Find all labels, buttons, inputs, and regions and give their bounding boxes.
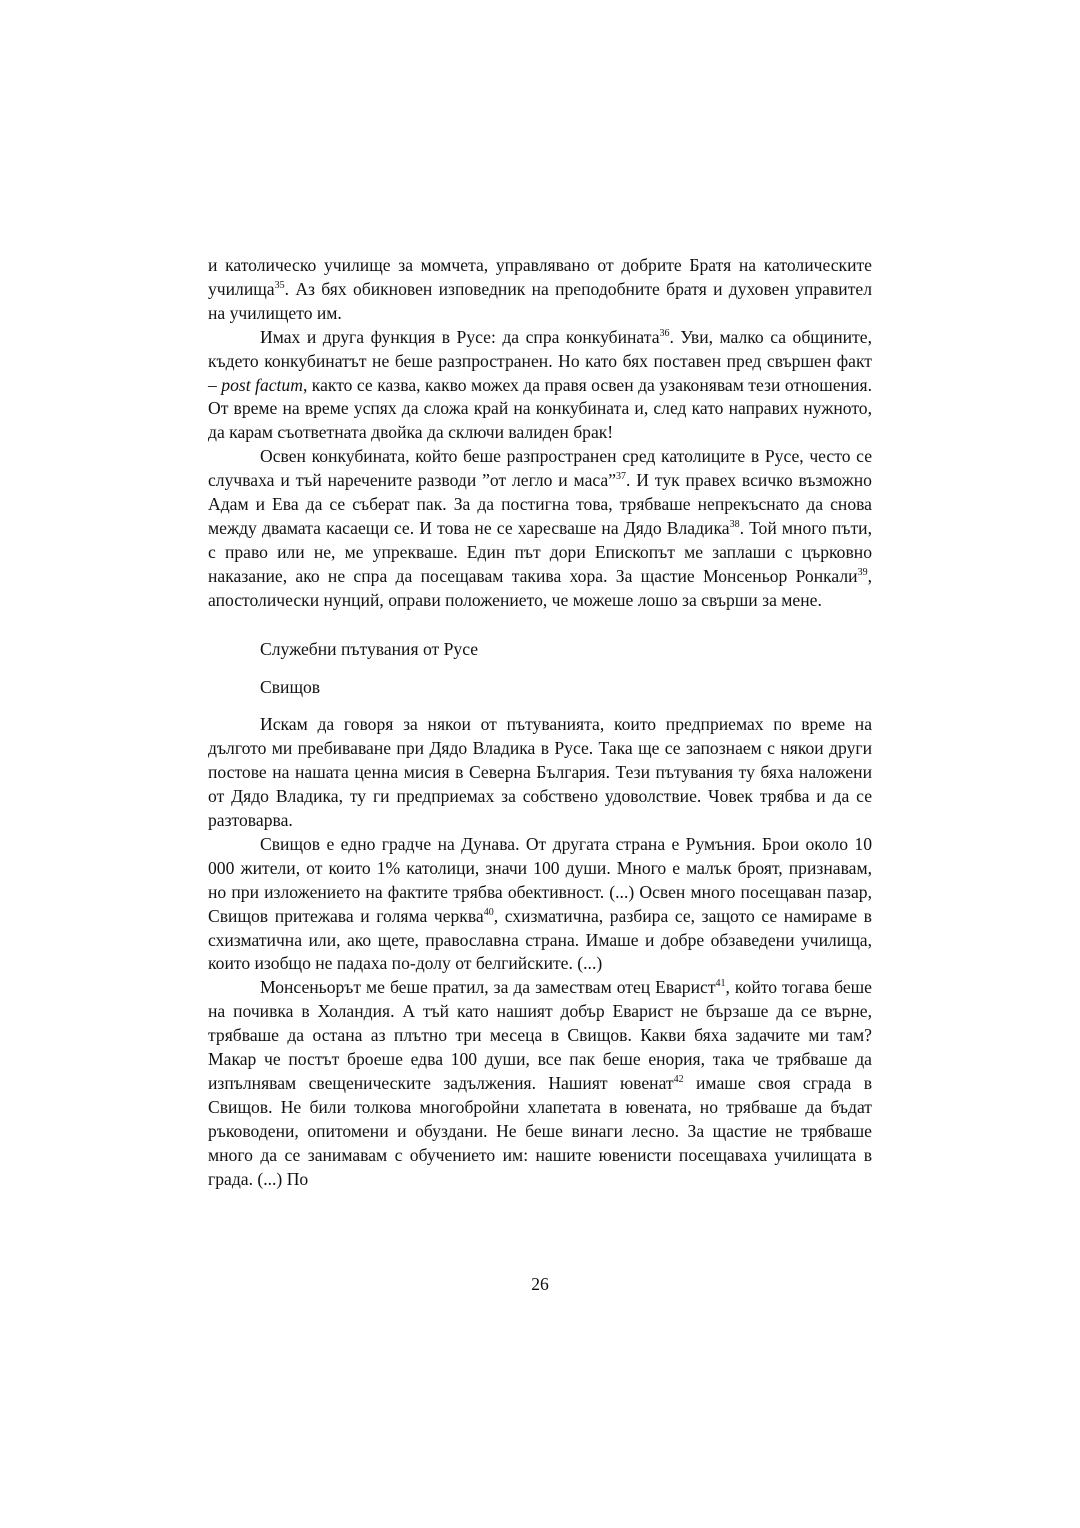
paragraph [208,445,872,612]
footnote-ref[interactable]: 39 [857,566,868,578]
text-run: и католическо училище за момчета, управлявано от добрите Братя на католическите училища [208,255,872,299]
footnote-ref[interactable]: 36 [659,327,670,339]
paragraph [208,713,872,833]
text-run: Свищов е едно градче на Дунава. От другата страна е Румъния. Брои около 10 000 жители, от които 1% католици, значи 100 души. Много е малък броят, признавам, но при изложението на фактите трябва обективност. (...) Освен много посещаван пазар, Свищов притежава и голяма черква [208,833,872,926]
text-run: Освен конкубината, който беше разпространен сред католиците в Русе, често се случваха и тъй наречените разводи ”от легло и маса” [208,446,872,491]
italic-phrase: post factum [221,374,303,395]
text-run: Имах и друга функция в Русе: да спра конкубината [260,326,660,347]
text-run: . И тук правех всичко възможно Адам и Ева да се съберат пак. За да постигна това, трябваше непрекъснато да снова между двамата касаещи се. И това не се харесваше на Дядо Владика [208,470,872,538]
body-text [208,254,872,1192]
footnote-ref[interactable]: 38 [729,518,740,530]
section-heading: Служебни пътувания от Русе [260,638,479,659]
footnote-ref[interactable]: 40 [483,906,494,918]
paragraph [208,976,872,1191]
text-run: , както се казва, какво можех да правя освен да узаконявам тези отношения. От време на време успях да сложа край на конкубината и, след като направих нужното, да карам съответната двойка да сключи валиден брак! [208,374,872,443]
text-run: . Аз бях обикновен изповедник на преподобните братя и духовен управител на училището им. [208,278,872,323]
text-run: Искам да говоря за някои от пътуванията, които предприемах по време на дългото ми пребиваване при Дядо Владика в Русе. Така ще се запознаем с някои други постове на нашата ценна мисия в Северна България. Тези пътувания ту бяха наложени от Дядо Владика, ту ги предприемах за собствено удоволствие. Човек трябва и да се разтоварва. [208,714,872,831]
text-run: , апостолически нунций, оправи положението, че можеше лошо за свърши за мене. [208,565,872,610]
text-run: . Уви, малко са общините, където конкубинатът не беше разпространен. Но като бях поставен пред свършен факт – [208,326,872,395]
text-run: имаше своя сграда в Свищов. Не били толкова многобройни хлапетата в ювената, но трябваше да бъдат ръководени, опитомени и обуздани. Не беше винаги лесно. За щастие не трябваше много да се занимавам с обучението им: нашите ювенисти посещаваха училищата в града. (...) По [208,1073,873,1189]
page-number: 26 [531,1274,549,1294]
footnote-ref[interactable]: 42 [673,1074,684,1085]
text-run: , който тогава беше на почивка в Холандия. А тъй като нашият добър Еварист не бързаше да се върне, трябваше да остана аз плътно три месеца в Свищов. Какви бяха задачите ми там? Макар че постът броеше едва 100 души, все пак беше енория, така че трябваше да изпълнявам свещеническите задължения. Нашият ювенат [208,977,872,1093]
footnote-ref[interactable]: 37 [616,471,627,483]
footnote-ref[interactable]: 41 [715,978,726,990]
paragraph [208,833,872,976]
footnote-ref[interactable]: 35 [274,279,285,291]
text-run: , схизматична, разбира се, защото се намираме в схизматична или, ако щете, православна страна. Имаше и добре обзаведени училища, които изобщо не падаха по-долу от белгийските. (...) [208,905,872,974]
paragraph [208,326,872,446]
paragraph [208,254,872,326]
subsection-heading: Свищов [260,676,321,697]
text-run: . Той много пъти, с право или не, ме упрекваше. Един път дори Епископът ме заплаши с църковно наказание, ако не спра да посещавам такива хора. За щастие Монсеньор Ронкали [208,517,872,586]
text-run: Монсеньорът ме беше пратил, за да замествам отец Еварист [260,977,716,998]
